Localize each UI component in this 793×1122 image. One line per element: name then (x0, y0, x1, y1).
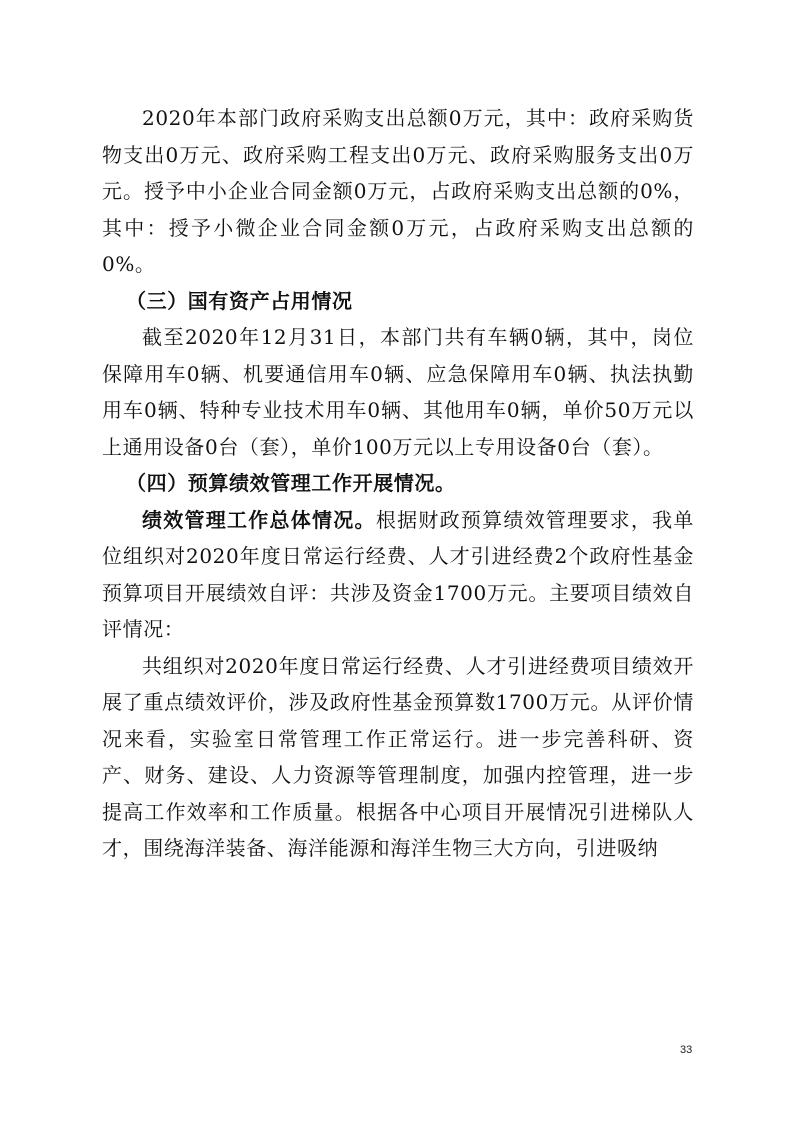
section-heading-performance: （四）预算绩效管理工作开展情况。 (126, 471, 456, 495)
evaluation-paragraph: 共组织对2020年度日常运行经费、人才引进经费项目绩效开展了重点绩效评价，涉及政府性基金预算数1700万元。从评价情况来看，实验室日常管理工作正常运行。进一步完善科研、资产、财务、建设、人力资源等管理制度，加强内控管理，进一步提高工作效率和工作质量。根据各中心项目开展情况引进梯队人才，围绕海洋装备、海洋能源和海洋生物三大方向，引进吸纳 (102, 653, 694, 860)
performance-overview-body: 根据财政预算绩效管理要求，我单位组织对2020年度日常运行经费、人才引进经费2个政府性基金预算项目开展绩效自评：共涉及资金1700万元。主要项目绩效自评情况： (102, 507, 694, 641)
performance-overview-paragraph (102, 502, 694, 648)
performance-overview-lead: 绩效管理工作总体情况。 (142, 507, 376, 532)
section-heading-state-assets: （三）国有资产占用情况 (126, 288, 353, 313)
vehicles-paragraph: 截至2020年12月31日，本部门共有车辆0辆，其中，岗位保障用车0辆、机要通信用车0辆、应急保障用车0辆、执法执勤用车0辆、特种专业技术用车0辆、其他用车0辆，单价50万元以上通用设备0台（套），单价100万元以上专用设备0台（套）。 (102, 325, 694, 459)
procurement-paragraph: 2020年本部门政府采购支出总额0万元，其中：政府采购货物支出0万元、政府采购工程支出0万元、政府采购服务支出0万元。授予中小企业合同金额0万元，占政府采购支出总额的0%，其中：授予小微企业合同金额0万元，占政府采购支出总额的0%。 (102, 106, 694, 276)
page-number: 33 (680, 1044, 693, 1056)
body-text (102, 100, 694, 867)
